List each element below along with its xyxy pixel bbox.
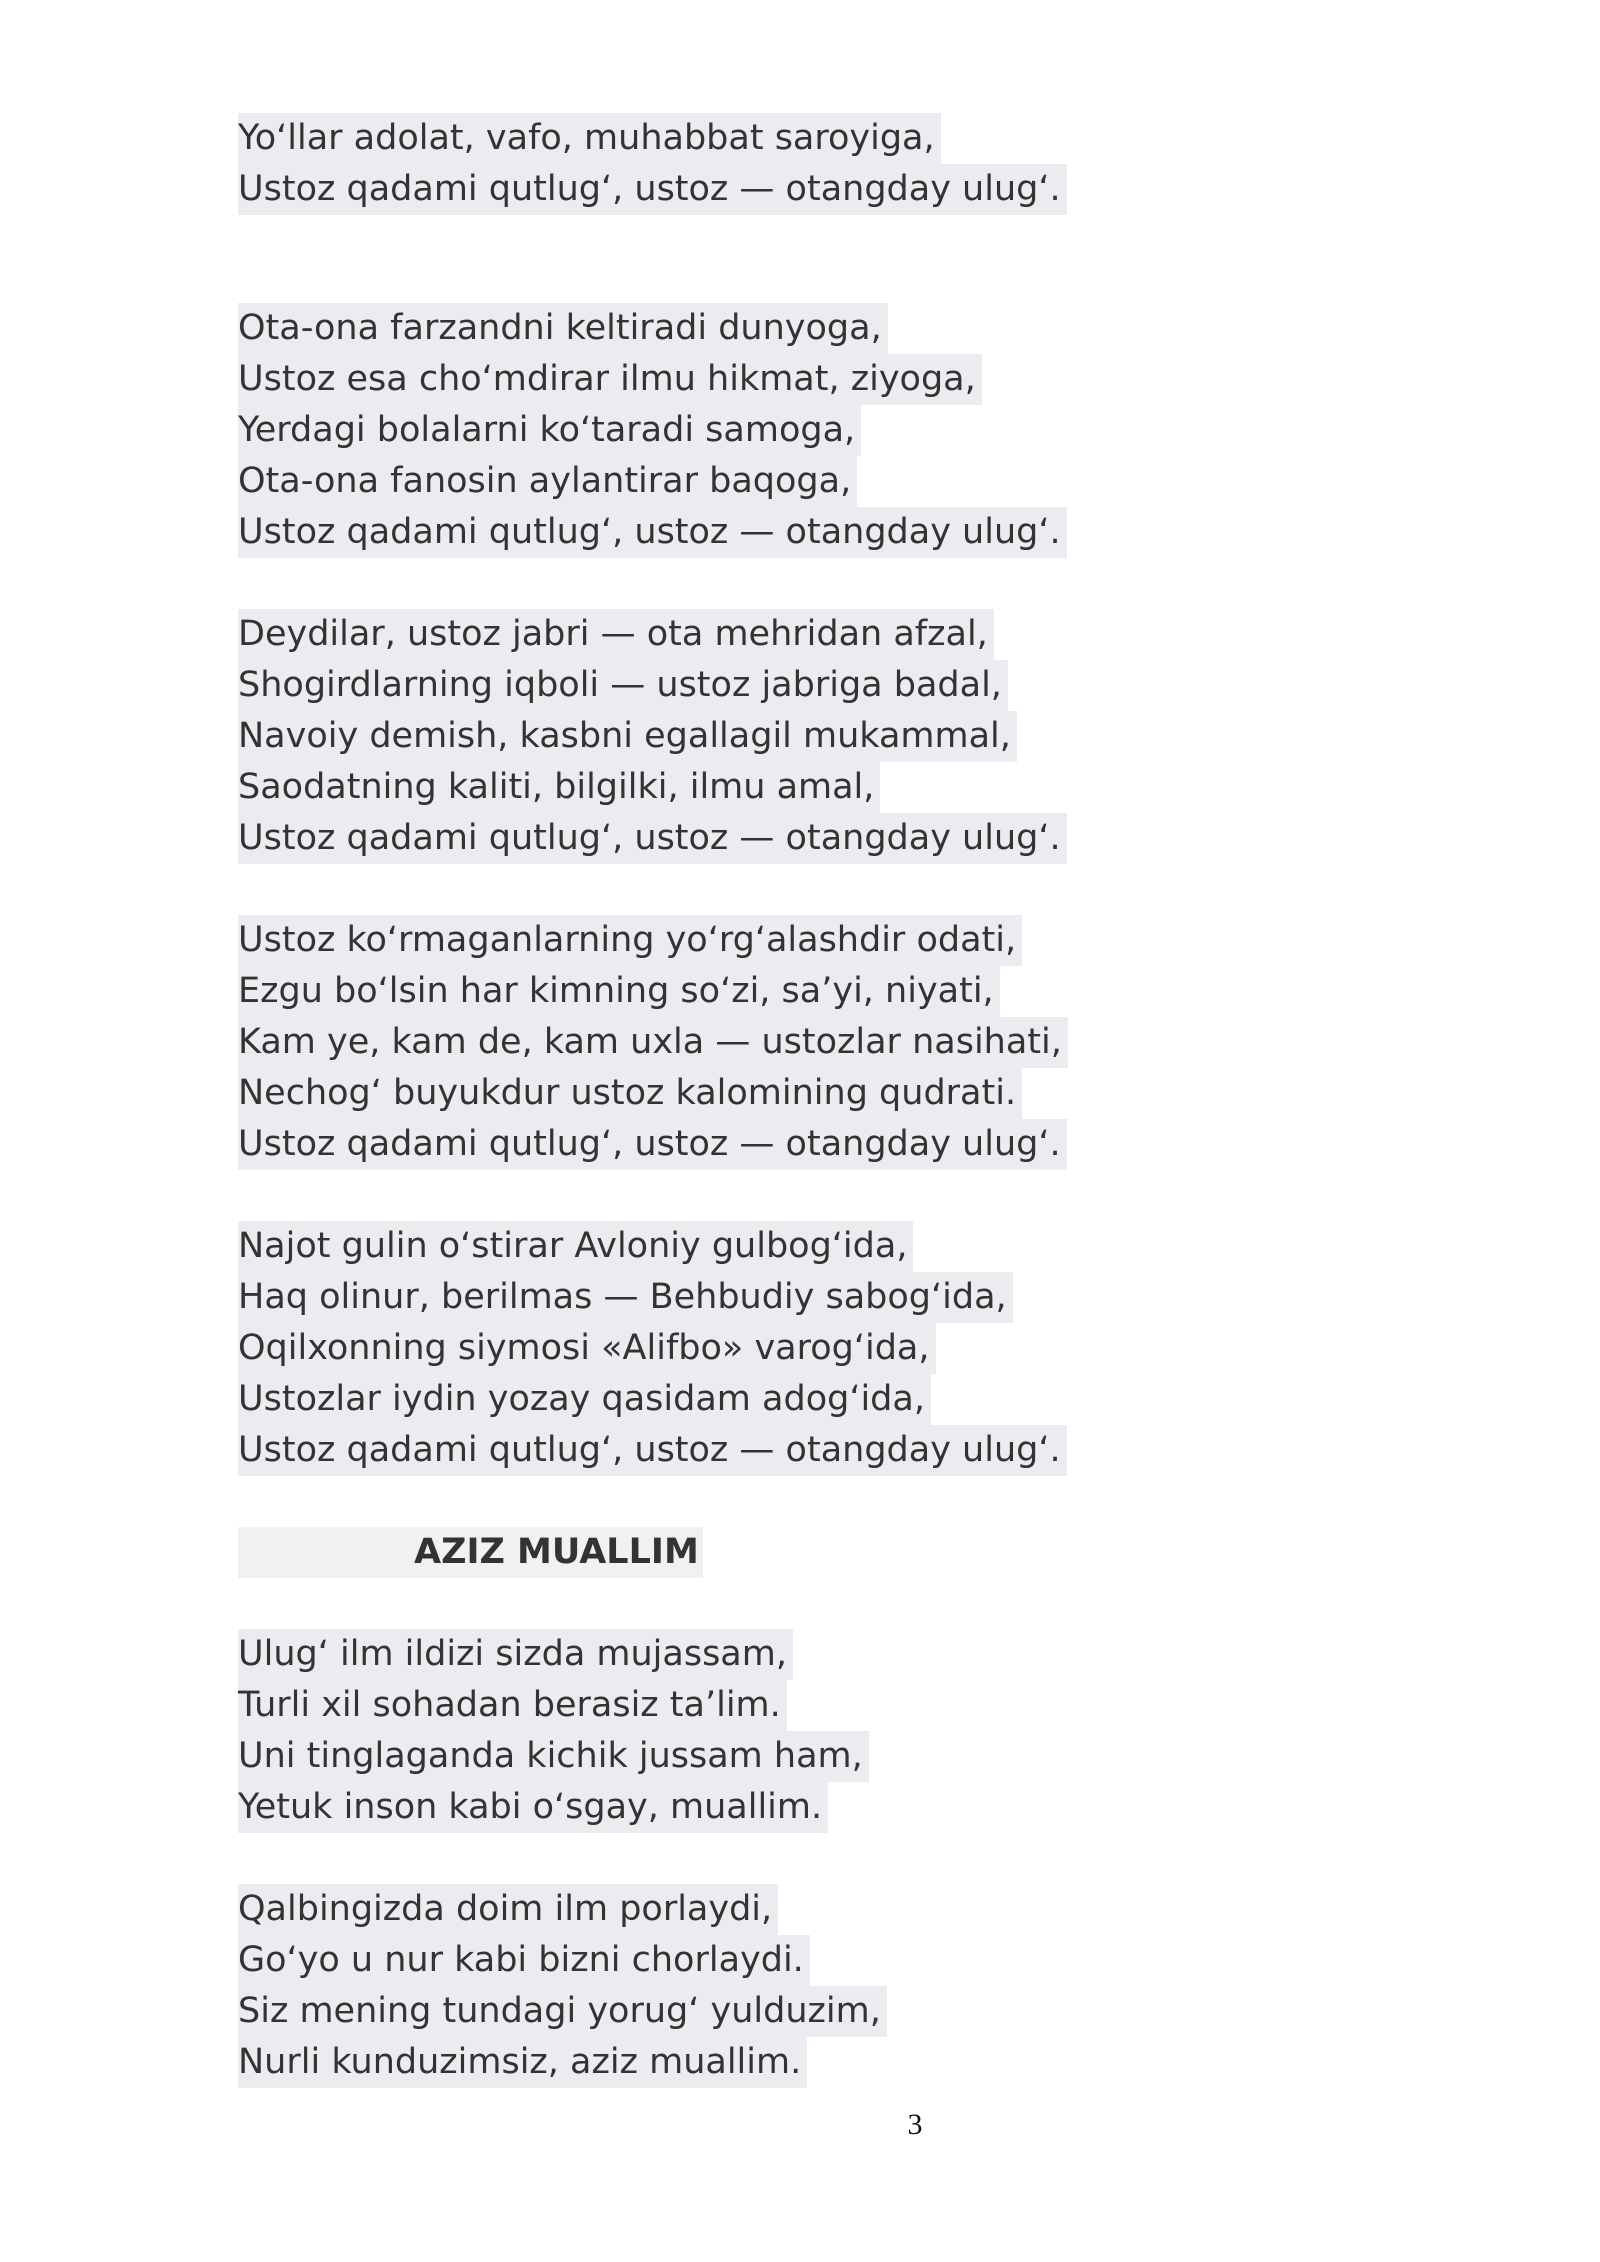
poem-line: Yetuk inson kabi o‘sgay, muallim. — [238, 1782, 1238, 1833]
stanza-7 — [238, 1884, 1238, 2088]
poem-line: Deydilar, ustoz jabri — ota mehridan afzal, — [238, 609, 1238, 660]
poem-line: Nechog‘ buyukdur ustoz kalomining qudrati. — [238, 1068, 1238, 1119]
poem-line-refrain: Ustoz qadami qutlug‘, ustoz — otangday ulug‘. — [238, 507, 1238, 558]
page-number: 3 — [907, 2108, 923, 2141]
poem-line: Uni tinglaganda kichik jussam ham, — [238, 1731, 1238, 1782]
poem-line: Navoiy demish, kasbni egallagil mukammal, — [238, 711, 1238, 762]
poem-line: Ulug‘ ilm ildizi sizda mujassam, — [238, 1629, 1238, 1680]
stanza-6 — [238, 1629, 1238, 1833]
poem-line: Qalbingizda doim ilm porlaydi, — [238, 1884, 1238, 1935]
poem-line: Saodatning kaliti, bilgilki, ilmu amal, — [238, 762, 1238, 813]
poem-line: Ustoz esa cho‘mdirar ilmu hikmat, ziyoga, — [238, 354, 1238, 405]
poem-line: Ustoz ko‘rmaganlarning yo‘rg‘alashdir odati, — [238, 915, 1238, 966]
poem-line: Go‘yo u nur kabi bizni chorlaydi. — [238, 1935, 1238, 1986]
poem-line-refrain: Ustoz qadami qutlug‘, ustoz — otangday ulug‘. — [238, 164, 1238, 215]
poem-line: Yerdagi bolalarni ko‘taradi samoga, — [238, 405, 1238, 456]
poem-line-refrain: Ustoz qadami qutlug‘, ustoz — otangday ulug‘. — [238, 1119, 1238, 1170]
poem-line: Yo‘llar adolat, vafo, muhabbat saroyiga, — [238, 113, 1238, 164]
poem-line: Siz mening tundagi yorug‘ yulduzim, — [238, 1986, 1238, 2037]
poem-line: Ustozlar iydin yozay qasidam adog‘ida, — [238, 1374, 1238, 1425]
poem-line: Turli xil sohadan berasiz ta’lim. — [238, 1680, 1238, 1731]
poem-line: Haq olinur, berilmas — Behbudiy sabog‘ida, — [238, 1272, 1238, 1323]
stanza-4 — [238, 915, 1238, 1170]
stanza-1 — [238, 113, 1238, 215]
poem-line: Nurli kunduzimsiz, aziz muallim. — [238, 2037, 1238, 2088]
poem-line: Kam ye, kam de, kam uxla — ustozlar nasihati, — [238, 1017, 1238, 1068]
poem-page — [238, 113, 1238, 2088]
poem-line-refrain: Ustoz qadami qutlug‘, ustoz — otangday ulug‘. — [238, 1425, 1238, 1476]
stanza-2 — [238, 303, 1238, 558]
stanza-3 — [238, 609, 1238, 864]
poem-line: Shogirdlarning iqboli — ustoz jabriga badal, — [238, 660, 1238, 711]
poem-title: AZIZ MUALLIM — [238, 1527, 1238, 1578]
poem-line: Najot gulin o‘stirar Avloniy gulbog‘ida, — [238, 1221, 1238, 1272]
poem-line-refrain: Ustoz qadami qutlug‘, ustoz — otangday ulug‘. — [238, 813, 1238, 864]
poem-line: Oqilxonning siymosi «Alifbo» varog‘ida, — [238, 1323, 1238, 1374]
poem-line: Ota-ona fanosin aylantirar baqoga, — [238, 456, 1238, 507]
poem-line: Ezgu bo‘lsin har kimning so‘zi, sa’yi, niyati, — [238, 966, 1238, 1017]
poem-line: Ota-ona farzandni keltiradi dunyoga, — [238, 303, 1238, 354]
stanza-5 — [238, 1221, 1238, 1476]
